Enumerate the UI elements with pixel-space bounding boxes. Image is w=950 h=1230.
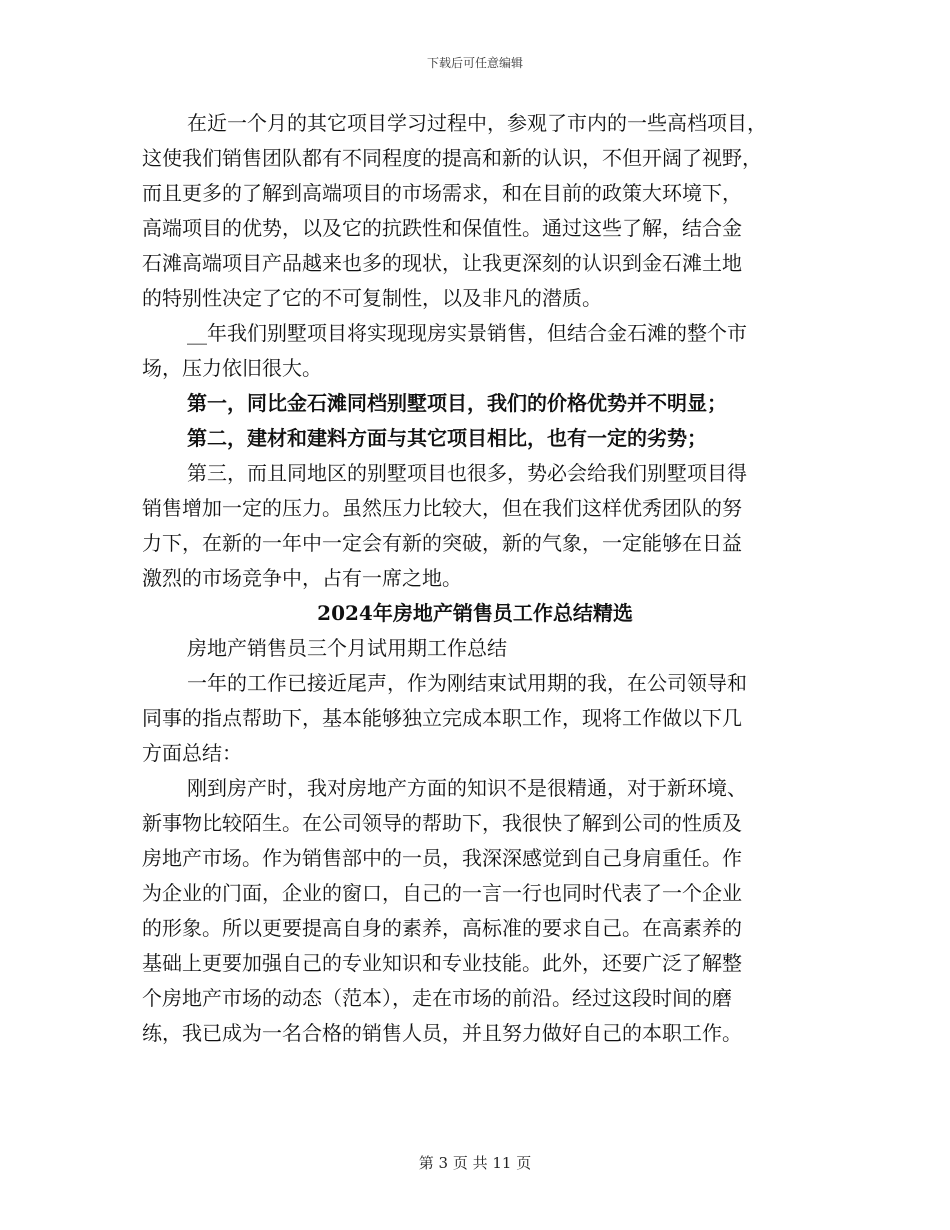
paragraph-line: 个房地产市场的动态（范本），走在市场的前沿。经过这段时间的磨 xyxy=(142,986,732,1010)
document-body xyxy=(142,106,808,1051)
paragraph-line: 房地产市场。作为销售部中的一员，我深深感觉到自己身肩重任。作 xyxy=(142,846,742,870)
paragraph-line: 这使我们销售团队都有不同程度的提高和新的认识，不但开阔了视野， xyxy=(142,146,762,170)
paragraph-line: 销售增加一定的压力。虽然压力比较大，但在我们这样优秀团队的努 xyxy=(142,496,742,520)
paragraph-line: 一年的工作已接近尾声，作为刚结束试用期的我，在公司领导和 xyxy=(187,671,747,695)
subtitle-line: 房地产销售员三个月试用期工作总结 xyxy=(187,636,507,660)
page-footer: 第 3 页 共 11 页 xyxy=(418,1154,532,1172)
bold-point-line: 第一，同比金石滩同档别墅项目，我们的价格优势并不明显； xyxy=(187,391,727,415)
paragraph-line: 练，我已成为一名合格的销售人员，并且努力做好自己的本职工作。 xyxy=(142,1021,742,1045)
section-title: 2024年房地产销售员工作总结精选 xyxy=(317,601,633,625)
paragraph-line: 的特别性决定了它的不可复制性，以及非凡的潜质。 xyxy=(142,286,602,310)
paragraph-line: 而且更多的了解到高端项目的市场需求，和在目前的政策大环境下， xyxy=(142,181,742,205)
paragraph-line: 高端项目的优势，以及它的抗跌性和保值性。通过这些了解，结合金 xyxy=(142,216,742,240)
paragraph-line: 场，压力依旧很大。 xyxy=(142,356,322,380)
paragraph-line: __年我们别墅项目将实现现房实景销售，但结合金石滩的整个市 xyxy=(187,321,747,345)
paragraph-line: 新事物比较陌生。在公司领导的帮助下，我很快了解到公司的性质及 xyxy=(142,811,742,835)
paragraph-line: 在近一个月的其它项目学习过程中，参观了市内的一些高档项目， xyxy=(187,111,767,135)
paragraph-line: 刚到房产时，我对房地产方面的知识不是很精通，对于新环境、 xyxy=(187,776,747,800)
paragraph-line: 为企业的门面，企业的窗口，自己的一言一行也同时代表了一个企业 xyxy=(142,881,742,905)
paragraph-line: 石滩高端项目产品越来也多的现状，让我更深刻的认识到金石滩土地 xyxy=(142,251,742,275)
bold-point-line: 第二，建材和建料方面与其它项目相比，也有一定的劣势； xyxy=(187,426,707,450)
paragraph-line: 同事的指点帮助下，基本能够独立完成本职工作，现将工作做以下几 xyxy=(142,706,742,730)
paragraph-line: 基础上更要加强自己的专业知识和专业技能。此外，还要广泛了解整 xyxy=(142,951,742,975)
paragraph-line: 力下，在新的一年中一定会有新的突破，新的气象，一定能够在日益 xyxy=(142,531,742,555)
paragraph-line: 激烈的市场竞争中，占有一席之地。 xyxy=(142,566,462,590)
paragraph-line: 的形象。所以更要提高自身的素养，高标准的要求自己。在高素养的 xyxy=(142,916,742,940)
paragraph-line: 方面总结： xyxy=(142,741,242,765)
page-header: 下载后可任意编辑 xyxy=(426,56,523,70)
paragraph-line: 第三，而且同地区的别墅项目也很多，势必会给我们别墅项目得 xyxy=(187,461,747,485)
